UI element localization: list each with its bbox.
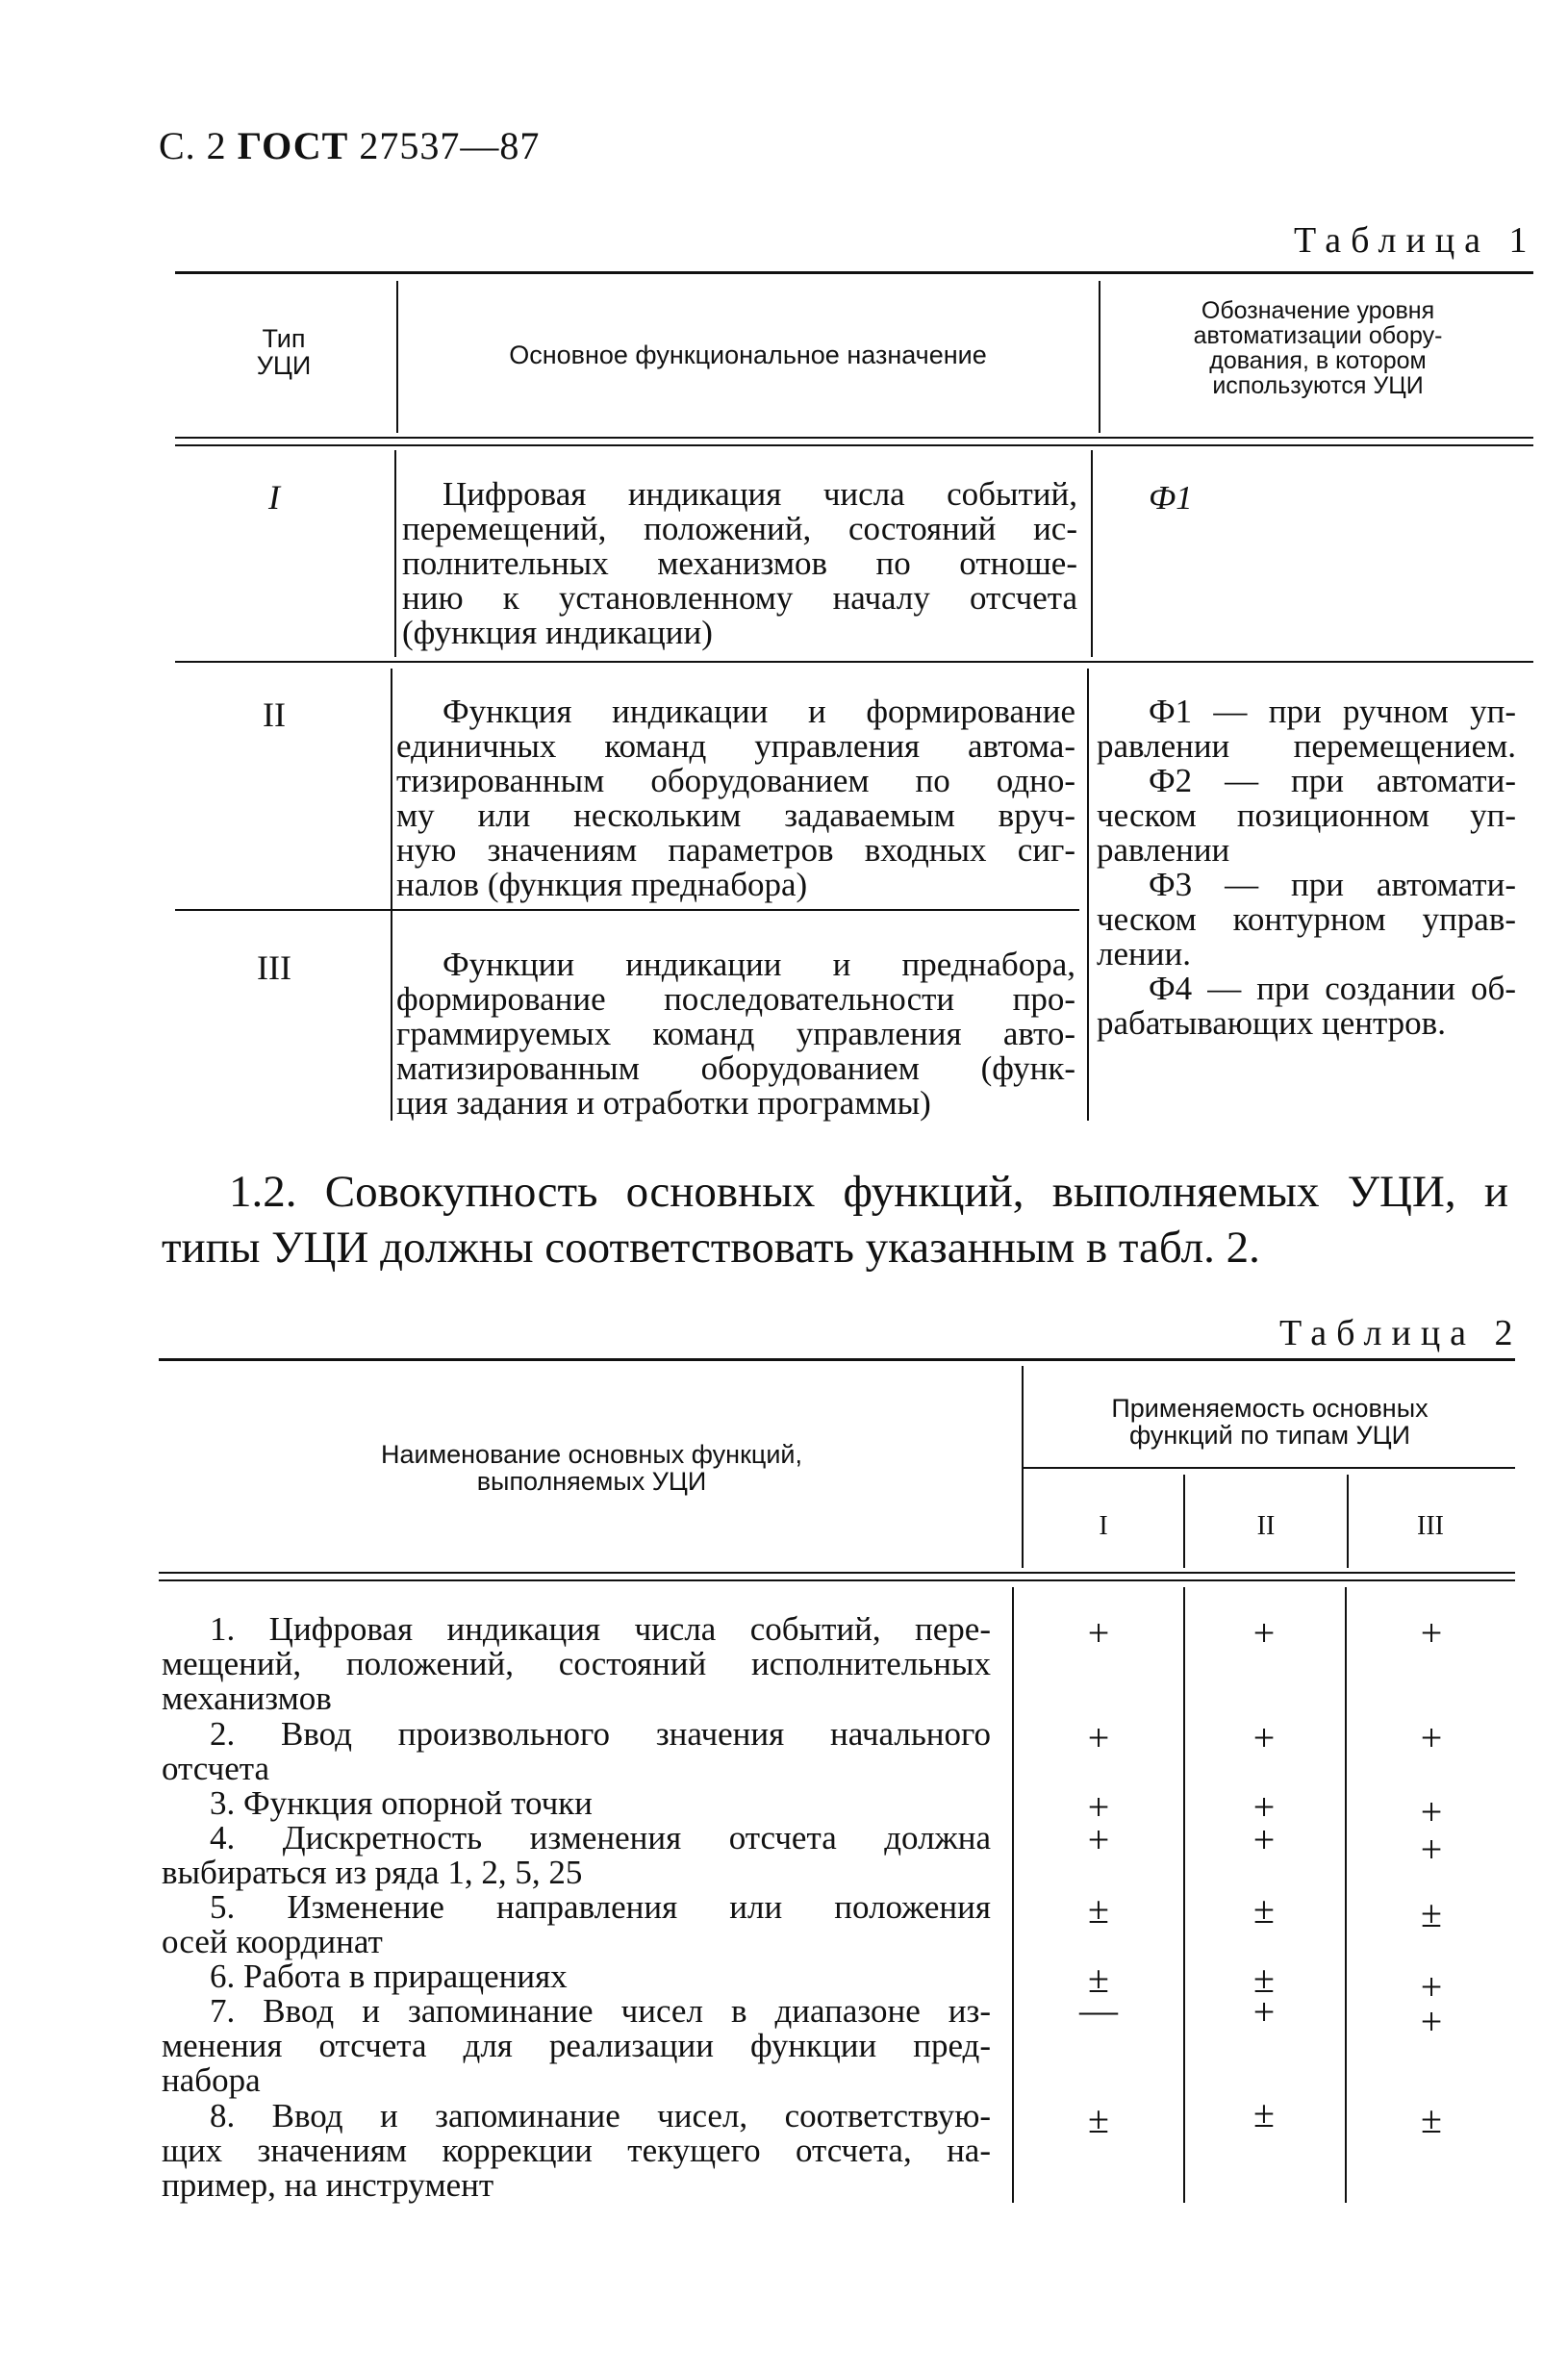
table2-row6-name bbox=[162, 1959, 991, 1994]
table2-row4-mark-type1: + bbox=[1087, 1818, 1110, 1861]
table1-rows23-level bbox=[1097, 695, 1516, 1041]
table2-header-type-1: I bbox=[1099, 1511, 1108, 1541]
purpose-line: Цифровая индикация числа событий, bbox=[443, 475, 1077, 513]
purpose-line: Функция индикации и формирование bbox=[443, 693, 1075, 730]
header-level-line: автоматизации обору- bbox=[1193, 322, 1443, 349]
level-line: ческом контурном управ- bbox=[1097, 900, 1516, 938]
function-line: выбираться из ряда 1, 2, 5, 25 bbox=[162, 1854, 583, 1891]
table2-header-type-3: III bbox=[1417, 1511, 1444, 1541]
level-line: Ф2 — при автомати- bbox=[1149, 762, 1516, 799]
table2-row3-mark-type1: + bbox=[1087, 1785, 1110, 1829]
table1-row3-type: III bbox=[257, 948, 291, 987]
function-line: 1. Цифровая индикация числа событий, пере- bbox=[210, 1610, 991, 1648]
table2-header-name bbox=[168, 1441, 1015, 1495]
table2-subheader-rule bbox=[1022, 1467, 1515, 1469]
table1-header-purpose: Основное функциональное назначение bbox=[509, 341, 987, 369]
header-applicability-line: функций по типам УЦИ bbox=[1128, 1421, 1411, 1450]
table2-row6-mark-type3: + bbox=[1420, 1965, 1443, 2008]
table2-header-applicability bbox=[1029, 1395, 1510, 1449]
function-line: щих значениям коррекции текущего отсчета, на- bbox=[162, 2132, 991, 2169]
table1-header-type bbox=[183, 325, 385, 379]
header-type-line: Тип bbox=[262, 324, 306, 353]
level-line: лении. bbox=[1097, 935, 1191, 972]
table2-label: Таблица 2 bbox=[1279, 1313, 1523, 1353]
standard-number: 27537—87 bbox=[359, 124, 541, 167]
table1-row2-purpose bbox=[396, 695, 1075, 902]
table2-row1-mark-type1: + bbox=[1087, 1611, 1110, 1654]
function-line: менения отсчета для реализации функции пред- bbox=[162, 2027, 991, 2064]
table2-row8-mark-type2: ± bbox=[1253, 2092, 1275, 2135]
purpose-line: единичных команд управления автома- bbox=[396, 727, 1075, 765]
table2-row8-mark-type1: ± bbox=[1088, 2098, 1109, 2141]
level-line: рабатывающих центров. bbox=[1097, 1004, 1446, 1042]
table2-col-sep-2 bbox=[1345, 1587, 1347, 2203]
table1-col1-sep-header bbox=[396, 281, 398, 433]
table2-row4-mark-type3: + bbox=[1420, 1828, 1443, 1871]
function-line: 4. Дискретность изменения отсчета должна bbox=[210, 1819, 991, 1856]
header-level-line: Обозначение уровня bbox=[1201, 297, 1435, 324]
table2-header-rule-2 bbox=[159, 1579, 1515, 1581]
table2-row1-mark-type3: + bbox=[1420, 1611, 1443, 1654]
table1-top-rule bbox=[175, 271, 1533, 274]
function-line: 8. Ввод и запоминание чисел, соответствую- bbox=[210, 2097, 991, 2134]
function-line: 3. Функция опорной точки bbox=[210, 1784, 593, 1822]
purpose-line: (функция индикации) bbox=[402, 614, 713, 651]
table2-row3-mark-type2: + bbox=[1252, 1785, 1276, 1829]
header-level-line: дования, в котором bbox=[1209, 347, 1427, 374]
header-name-line: выполняемых УЦИ bbox=[476, 1467, 707, 1496]
table2-row5-name bbox=[162, 1890, 991, 1959]
table2-row7-mark-type1: — bbox=[1079, 1988, 1118, 2032]
purpose-line: налов (функция преднабора) bbox=[396, 866, 808, 903]
page-number: С. 2 bbox=[159, 124, 227, 167]
function-line: 2. Ввод произвольного значения начального bbox=[210, 1715, 991, 1753]
level-line: Ф3 — при автомати- bbox=[1149, 866, 1516, 903]
table1-row2-rule bbox=[175, 909, 1079, 911]
table1-row1-rule bbox=[175, 661, 1533, 663]
table2-row6-mark-type2: ± bbox=[1253, 1957, 1275, 2001]
purpose-line: формирование последовательности про- bbox=[396, 980, 1075, 1018]
table1-header-rule bbox=[175, 437, 1533, 439]
level-line: ческом позиционном уп- bbox=[1097, 796, 1516, 834]
table2-row5-mark-type2: ± bbox=[1253, 1888, 1275, 1932]
purpose-line: полнительных механизмов по отноше- bbox=[402, 544, 1077, 582]
table1-row1-level: Ф1 bbox=[1149, 479, 1193, 517]
table2-row2-name bbox=[162, 1717, 991, 1786]
header-name-line: Наименование основных функций, bbox=[380, 1440, 803, 1469]
function-line: 5. Изменение направления или положения bbox=[210, 1888, 991, 1926]
table1-row3-purpose bbox=[396, 947, 1075, 1121]
level-line: равлении bbox=[1097, 831, 1230, 869]
level-line: Ф1 — при ручном уп- bbox=[1149, 693, 1516, 730]
purpose-line: матизированным оборудованием (функ- bbox=[396, 1049, 1075, 1087]
table2-row1-mark-type2: + bbox=[1252, 1611, 1276, 1654]
table2-row2-mark-type2: + bbox=[1252, 1716, 1276, 1759]
function-line: механизмов bbox=[162, 1679, 332, 1717]
table2-row4-mark-type2: + bbox=[1252, 1818, 1276, 1861]
table2-header-rule bbox=[159, 1572, 1515, 1574]
table2-col-sep-1 bbox=[1183, 1587, 1185, 2203]
table2-row2-mark-type3: + bbox=[1420, 1716, 1443, 1759]
table2-row5-mark-type3: ± bbox=[1421, 1892, 1442, 1935]
purpose-line: ную значениям параметров входных сиг- bbox=[396, 831, 1075, 869]
table2-col-sep-main bbox=[1012, 1587, 1014, 2203]
table2-top-rule bbox=[159, 1358, 1515, 1361]
table2-row2-mark-type1: + bbox=[1087, 1716, 1110, 1759]
paragraph-1-2 bbox=[162, 1164, 1508, 1275]
function-line: отсчета bbox=[162, 1750, 269, 1787]
header-level-line: используются УЦИ bbox=[1212, 372, 1424, 399]
paragraph-line: типы УЦИ должны соответствовать указанным в табл. 2. bbox=[162, 1223, 1260, 1273]
table2-row3-name bbox=[162, 1786, 991, 1821]
table2-row6-mark-type1: ± bbox=[1088, 1957, 1109, 2001]
header-applicability-line: Применяемость основных bbox=[1111, 1394, 1429, 1423]
function-line: мещений, положений, состояний исполнительных bbox=[162, 1645, 991, 1682]
table1-row2-type: II bbox=[263, 695, 286, 734]
page-header bbox=[159, 123, 540, 168]
paragraph-line: 1.2. Совокупность основных функций, выполняемых УЦИ, и bbox=[229, 1167, 1508, 1217]
header-type-line: УЦИ bbox=[256, 351, 312, 380]
table1-col2-sep-row1 bbox=[1091, 450, 1093, 657]
function-line: набора bbox=[162, 2061, 261, 2099]
table1-header-rule-2 bbox=[175, 444, 1533, 446]
table1-col1-sep-rows23 bbox=[391, 669, 392, 1121]
function-line: осей координат bbox=[162, 1923, 383, 1960]
table2-row7-mark-type2: + bbox=[1252, 1990, 1276, 2033]
function-line: 6. Работа в приращениях bbox=[210, 1957, 568, 1995]
table2-row7-name bbox=[162, 1994, 991, 2098]
level-line: равлении перемещением. bbox=[1097, 727, 1516, 765]
table2-row8-name bbox=[162, 2099, 991, 2203]
table1-row1-type: I bbox=[268, 478, 280, 517]
table1-col1-sep-row1 bbox=[394, 450, 396, 657]
table1-header-level bbox=[1106, 298, 1530, 398]
standard-name: ГОСТ bbox=[237, 124, 349, 167]
function-line: 7. Ввод и запоминание чисел в диапазоне из- bbox=[210, 1992, 991, 2030]
purpose-line: Функции индикации и преднабора, bbox=[443, 946, 1075, 983]
table1-col2-sep-header bbox=[1099, 281, 1100, 433]
table1-label: Таблица 1 bbox=[1294, 220, 1537, 261]
function-line: пример, на инструмент bbox=[162, 2166, 494, 2204]
purpose-line: ция задания и отработки программы) bbox=[396, 1084, 931, 1122]
table1-row1-purpose bbox=[402, 477, 1077, 650]
purpose-line: тизированным оборудованием по одно- bbox=[396, 762, 1075, 799]
table2-row3-mark-type3: + bbox=[1420, 1790, 1443, 1833]
table2-row8-mark-type3: ± bbox=[1421, 2098, 1442, 2141]
table2-row4-name bbox=[162, 1821, 991, 1890]
level-line: Ф4 — при создании об- bbox=[1149, 970, 1516, 1007]
purpose-line: му или нескольким задаваемым вруч- bbox=[396, 796, 1075, 834]
purpose-line: нию к установленному началу отсчета bbox=[402, 579, 1077, 617]
table2-row7-mark-type3: + bbox=[1420, 2000, 1443, 2043]
table1-col2-sep-rows23 bbox=[1087, 669, 1089, 1121]
table2-row5-mark-type1: ± bbox=[1088, 1888, 1109, 1932]
purpose-line: граммируемых команд управления авто- bbox=[396, 1015, 1075, 1052]
table2-row1-name bbox=[162, 1612, 991, 1716]
purpose-line: перемещений, положений, состояний ис- bbox=[402, 510, 1077, 547]
table2-header-type-2: II bbox=[1256, 1511, 1276, 1541]
